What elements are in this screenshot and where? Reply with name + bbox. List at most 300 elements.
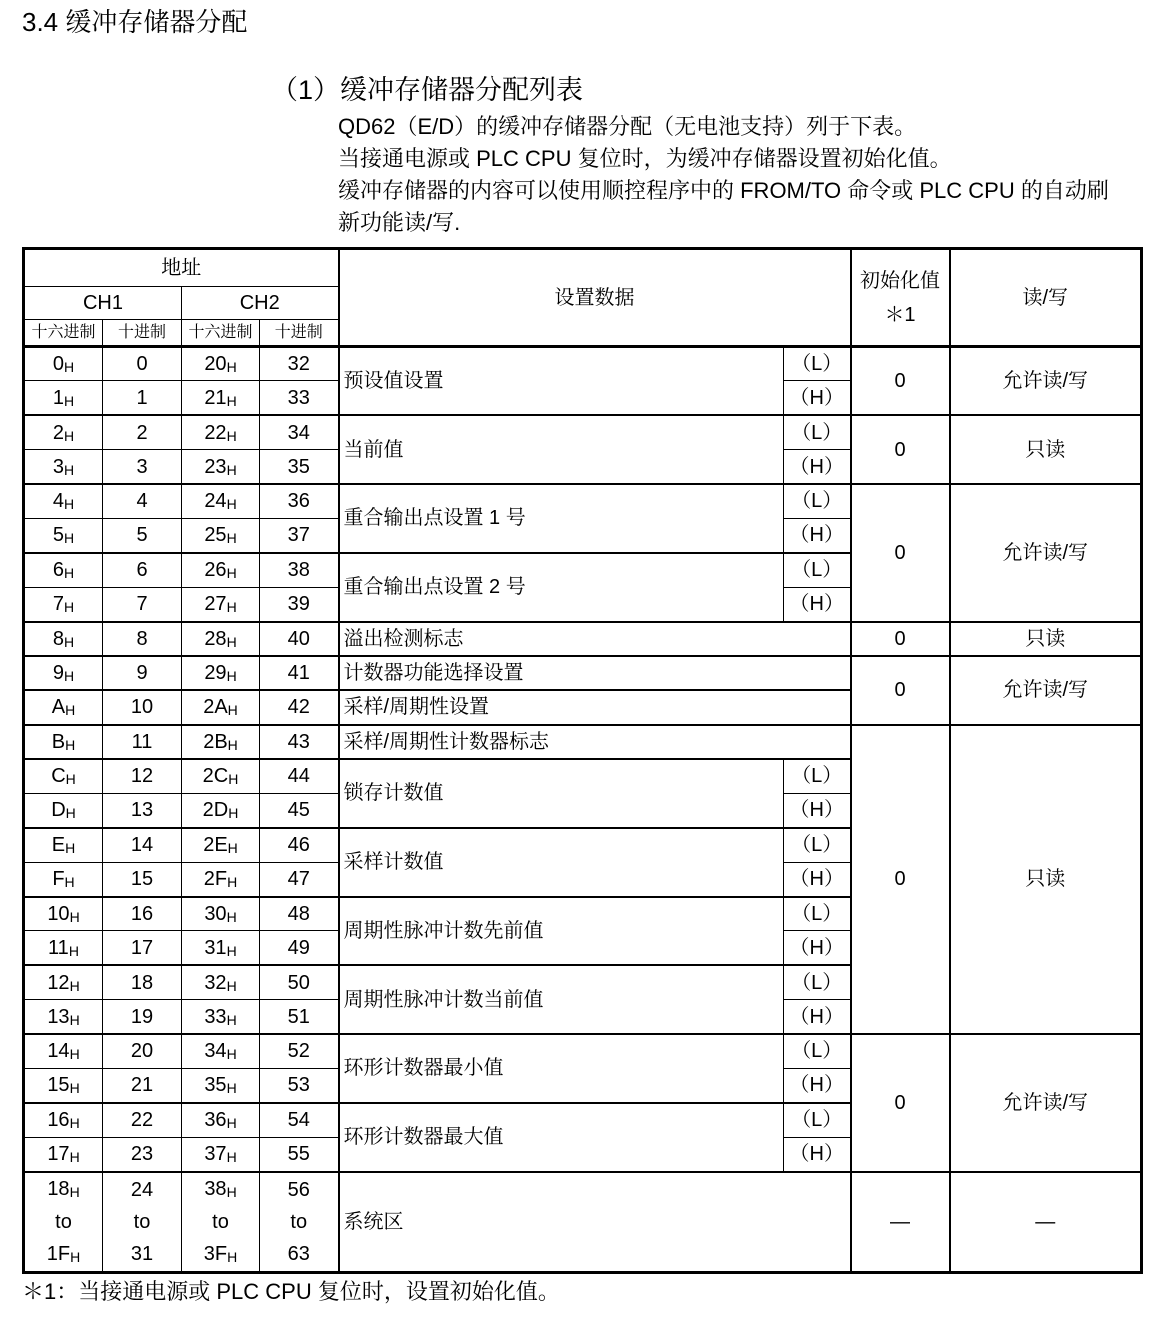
range-word: to (133, 1210, 151, 1233)
read-write-value: 只读 (950, 415, 1142, 484)
ch1-hex-cell (24, 965, 103, 999)
setting-label: 采样/周期性设置 (339, 690, 851, 724)
setting-label: 溢出检测标志 (339, 622, 851, 656)
hex-suffix: H (226, 942, 237, 959)
word-part: （L） (784, 553, 851, 587)
hex-suffix: H (65, 736, 76, 753)
ch2-dec-cell: 40 (260, 622, 339, 656)
hex-suffix: H (69, 908, 80, 925)
ch2-dec-cell: 37 (260, 518, 339, 552)
hex-value: 21 (204, 386, 227, 409)
word-part: （H） (784, 518, 851, 552)
section-heading: 3.4 缓冲存储器分配 (22, 7, 248, 37)
initial-value: 0 (851, 622, 950, 656)
hex-value: 10 (47, 902, 70, 925)
ch2-hex-cell (182, 347, 260, 381)
hex-value: 24 (204, 490, 227, 513)
hex-value: 2E (203, 834, 228, 857)
ch1-dec-cell: 7 (103, 587, 182, 621)
initial-value-header (851, 249, 950, 347)
ch1-dec-cell: 0 (103, 347, 182, 381)
ch2-dec-cell: 47 (260, 862, 339, 896)
hex-suffix: H (69, 1046, 80, 1063)
ch1-dec-cell: 8 (103, 622, 182, 656)
ch2-dec-cell: 32 (260, 347, 339, 381)
hex-value: 33 (204, 1005, 227, 1028)
intro-line: 当接通电源或 PLC CPU 复位时，为缓冲存储器设置初始化值。 (338, 146, 952, 171)
ch1-hex-cell (24, 450, 103, 484)
table-row (24, 622, 1142, 656)
ch2-dec-cell: 45 (260, 793, 339, 827)
hex-suffix: H (226, 1149, 237, 1166)
initial-value: 0 (851, 656, 950, 725)
hex-suffix: H (226, 633, 237, 650)
hex-value: 4 (52, 490, 64, 513)
initial-value-note: ＊1 (884, 303, 916, 326)
ch2-hex-cell (182, 828, 260, 862)
hex-suffix: H (64, 599, 75, 616)
buffer-memory-table (22, 247, 1143, 1274)
word-part: （L） (784, 965, 851, 999)
hex-suffix: H (69, 1115, 80, 1132)
ch2-dec-cell: 52 (260, 1034, 339, 1068)
ch1-hex-cell (24, 897, 103, 931)
range-to: 63 (287, 1242, 310, 1265)
ch2-hex-cell (182, 965, 260, 999)
table-row (24, 347, 1142, 381)
ch1-dec-cell: 22 (103, 1103, 182, 1137)
system-area-row (24, 1172, 1142, 1273)
ch1-header: CH1 (24, 287, 182, 320)
hex-value: C (51, 765, 66, 788)
ch1-hex-cell (24, 1000, 103, 1034)
hex-value: 18 (47, 1177, 70, 1200)
hex-suffix: H (65, 840, 76, 857)
ch2-dec-cell: 36 (260, 484, 339, 518)
word-part: （H） (784, 793, 851, 827)
word-part: （L） (784, 484, 851, 518)
word-part: （H） (784, 862, 851, 896)
ch2-hex-cell (182, 587, 260, 621)
setting-label: 重合输出点设置 2 号 (339, 553, 784, 622)
ch1-hex-cell (24, 725, 103, 759)
ch1-hex-cell (24, 553, 103, 587)
hex-value: 3 (52, 455, 64, 478)
word-part: （H） (784, 381, 851, 415)
intro-line: 新功能读/写. (338, 210, 461, 235)
range-to: 31 (130, 1242, 154, 1265)
ch1-dec-cell: 20 (103, 1034, 182, 1068)
table-row (24, 415, 1142, 449)
hex-value: 2D (202, 799, 229, 822)
hex-suffix: H (64, 461, 75, 478)
hex-suffix: H (227, 840, 238, 857)
ch2-dec-cell: 42 (260, 690, 339, 724)
hex-value: 0 (52, 353, 64, 376)
hex-suffix: H (226, 392, 237, 409)
ch1-dec-cell: 11 (103, 725, 182, 759)
initial-value: 0 (851, 725, 950, 1034)
hex-suffix: H (226, 977, 237, 994)
table-container (22, 247, 1140, 1308)
hex-suffix: H (69, 1183, 80, 1200)
hex-suffix: H (69, 1149, 80, 1166)
word-part: （L） (784, 759, 851, 793)
hex-value: 6 (52, 559, 64, 582)
setting-label: 采样/周期性计数器标志 (339, 725, 851, 759)
ch2-hex-cell (182, 415, 260, 449)
hex-suffix: H (227, 874, 238, 891)
ch2-dec-cell: 43 (260, 725, 339, 759)
ch2-hex-cell (182, 484, 260, 518)
ch1-hex-cell (24, 1068, 103, 1102)
ch1-hex-cell (24, 381, 103, 415)
hex-suffix: H (68, 942, 79, 959)
hex-suffix: H (226, 1115, 237, 1132)
ch1-dec-cell: 21 (103, 1068, 182, 1102)
ch2-hex-cell (182, 793, 260, 827)
hex-suffix: H (64, 530, 75, 547)
hex-suffix: H (228, 805, 239, 822)
ch2-hex-cell (182, 656, 260, 690)
hex-suffix: H (226, 496, 237, 513)
hex-suffix: H (227, 1248, 238, 1265)
hex-value: 25 (204, 524, 227, 547)
hex-value: 28 (204, 627, 227, 650)
hex-value: 17 (47, 1143, 70, 1166)
ch2-hex-cell (182, 1103, 260, 1137)
read-write-value: 允许读/写 (950, 1034, 1142, 1172)
ch1-dec-cell: 15 (103, 862, 182, 896)
hex-suffix: H (226, 530, 237, 547)
ch2-hex-cell (182, 1137, 260, 1171)
initial-value: 0 (851, 484, 950, 622)
ch2-dec-cell: 49 (260, 931, 339, 965)
setting-label: 采样计数值 (339, 828, 784, 897)
ch1-hex-cell (24, 484, 103, 518)
hex-value: 11 (48, 936, 69, 959)
ch2-hex-cell (182, 931, 260, 965)
hex-suffix: H (226, 427, 237, 444)
word-part: （H） (784, 931, 851, 965)
hex-value: 38 (204, 1177, 227, 1200)
ch1-dec-cell: 17 (103, 931, 182, 965)
word-part: （H） (784, 1000, 851, 1034)
hex-value: 2C (202, 765, 229, 788)
ch1-dec-cell: 1 (103, 381, 182, 415)
ch1-dec-header: 十进制 (103, 320, 182, 347)
hex-value: 15 (47, 1074, 70, 1097)
hex-value: 22 (204, 421, 227, 444)
hex-suffix: H (226, 359, 237, 376)
table-row (24, 484, 1142, 518)
ch2-dec-range-cell (260, 1172, 339, 1273)
hex-value: 23 (204, 455, 227, 478)
ch1-hex-cell (24, 793, 103, 827)
ch1-dec-cell: 3 (103, 450, 182, 484)
hex-suffix: H (64, 392, 75, 409)
hex-value: 36 (204, 1109, 227, 1132)
word-part: （H） (784, 587, 851, 621)
ch1-hex-cell (24, 622, 103, 656)
ch2-hex-range-cell (182, 1172, 260, 1273)
ch1-dec-cell: 10 (103, 690, 182, 724)
ch2-dec-cell: 53 (260, 1068, 339, 1102)
word-part: （L） (784, 415, 851, 449)
hex-value: 34 (204, 1040, 227, 1063)
ch2-hex-cell (182, 725, 260, 759)
ch2-header: CH2 (182, 287, 339, 320)
word-part: （H） (784, 1068, 851, 1102)
ch1-hex-cell (24, 862, 103, 896)
setting-data-header: 设置数据 (339, 249, 851, 347)
hex-value: 12 (47, 971, 70, 994)
ch1-hex-cell (24, 518, 103, 552)
hex-suffix: H (69, 1011, 80, 1028)
word-part: （H） (784, 450, 851, 484)
read-write-value: 允许读/写 (950, 656, 1142, 725)
hex-value: 2 (52, 421, 64, 444)
setting-label: 周期性脉冲计数当前值 (339, 965, 784, 1034)
ch1-dec-cell: 4 (103, 484, 182, 518)
hex-value: 26 (204, 559, 227, 582)
hex-suffix: H (64, 496, 75, 513)
ch2-hex-cell (182, 1068, 260, 1102)
ch1-hex-cell (24, 1137, 103, 1171)
hex-suffix: H (70, 1248, 81, 1265)
intro-paragraph (338, 111, 1109, 239)
hex-value: E (51, 834, 66, 857)
read-write-value: 允许读/写 (950, 347, 1142, 416)
initial-value: 0 (851, 415, 950, 484)
hex-value: B (51, 730, 66, 753)
ch1-dec-cell: 14 (103, 828, 182, 862)
word-part: （L） (784, 1103, 851, 1137)
ch1-dec-cell: 5 (103, 518, 182, 552)
hex-value: 1 (52, 386, 64, 409)
ch1-dec-cell: 23 (103, 1137, 182, 1171)
table-body (24, 347, 1142, 1273)
hex-value: 7 (52, 593, 64, 616)
hex-value: 2A (203, 696, 228, 719)
setting-label: 环形计数器最大值 (339, 1103, 784, 1172)
hex-suffix: H (64, 874, 75, 891)
header-row (24, 249, 1142, 287)
ch1-dec-cell: 2 (103, 415, 182, 449)
hex-value: A (51, 696, 66, 719)
ch1-hex-cell (24, 690, 103, 724)
ch2-dec-cell: 48 (260, 897, 339, 931)
intro-line: QD62（E/D）的缓冲存储器分配（无电池支持）列于下表。 (338, 114, 917, 139)
table-row (24, 1034, 1142, 1068)
range-to (182, 1238, 259, 1271)
ch1-hex-cell (24, 1034, 103, 1068)
ch2-hex-header: 十六进制 (182, 320, 260, 347)
hex-value: 20 (204, 353, 227, 376)
ch1-hex-cell (24, 828, 103, 862)
read-write-value: 只读 (950, 725, 1142, 1034)
ch2-dec-cell: 34 (260, 415, 339, 449)
ch2-hex-cell (182, 553, 260, 587)
hex-suffix: H (226, 461, 237, 478)
hex-suffix: H (69, 1080, 80, 1097)
hex-suffix: H (226, 908, 237, 925)
hex-suffix: H (65, 702, 76, 719)
word-part: （L） (784, 347, 851, 381)
ch2-hex-cell (182, 897, 260, 931)
ch2-dec-cell: 41 (260, 656, 339, 690)
ch1-dec-range-cell (103, 1172, 182, 1273)
initial-value: 0 (851, 1034, 950, 1172)
hex-value: 35 (204, 1074, 227, 1097)
ch1-hex-cell (24, 759, 103, 793)
setting-label: 计数器功能选择设置 (339, 656, 851, 690)
footnote: ＊1：当接通电源或 PLC CPU 复位时，设置初始化值。 (22, 1278, 560, 1304)
hex-value: 31 (204, 936, 227, 959)
setting-label: 周期性脉冲计数先前值 (339, 897, 784, 966)
range-from: 24 (130, 1178, 154, 1201)
range-word: to (212, 1210, 229, 1233)
hex-suffix: H (227, 702, 238, 719)
hex-value: 29 (204, 662, 227, 685)
ch2-hex-cell (182, 1034, 260, 1068)
ch1-hex-header: 十六进制 (24, 320, 103, 347)
read-write-value: 只读 (950, 622, 1142, 656)
initial-value-label: 初始化值 (860, 269, 940, 292)
range-from (25, 1173, 102, 1206)
ch2-dec-cell: 54 (260, 1103, 339, 1137)
ch2-dec-cell: 50 (260, 965, 339, 999)
hex-value: 2F (203, 868, 228, 891)
ch2-hex-cell (182, 622, 260, 656)
ch2-hex-cell (182, 1000, 260, 1034)
hex-value: F (52, 868, 65, 891)
hex-suffix: H (226, 668, 237, 685)
hex-suffix: H (64, 427, 75, 444)
ch1-hex-cell (24, 656, 103, 690)
word-part: （L） (784, 828, 851, 862)
word-part: （L） (784, 897, 851, 931)
ch1-dec-cell: 16 (103, 897, 182, 931)
ch2-dec-cell: 44 (260, 759, 339, 793)
hex-suffix: H (226, 1080, 237, 1097)
hex-suffix: H (65, 771, 76, 788)
ch1-hex-cell (24, 415, 103, 449)
hex-value: 27 (204, 593, 227, 616)
hex-suffix: H (228, 771, 239, 788)
subsection-heading: （1）缓冲存储器分配列表 (271, 75, 584, 105)
word-part: （H） (784, 1137, 851, 1171)
ch1-dec-cell: 12 (103, 759, 182, 793)
ch1-hex-range-cell (24, 1172, 103, 1273)
hex-suffix: H (69, 977, 80, 994)
ch2-dec-cell: 33 (260, 381, 339, 415)
ch2-hex-cell (182, 450, 260, 484)
hex-value: 1F (46, 1242, 71, 1265)
initial-value: — (851, 1172, 950, 1273)
hex-value: 5 (52, 524, 64, 547)
setting-label: 当前值 (339, 415, 784, 484)
ch2-dec-cell: 39 (260, 587, 339, 621)
hex-suffix: H (65, 805, 76, 822)
setting-label: 预设值设置 (339, 347, 784, 416)
range-to (25, 1238, 102, 1271)
ch2-hex-cell (182, 862, 260, 896)
ch1-dec-cell: 6 (103, 553, 182, 587)
ch1-dec-cell: 9 (103, 656, 182, 690)
ch2-hex-cell (182, 690, 260, 724)
hex-suffix: H (64, 565, 75, 582)
hex-value: 32 (204, 971, 227, 994)
hex-value: 9 (52, 662, 64, 685)
ch2-hex-cell (182, 759, 260, 793)
hex-suffix: H (64, 633, 75, 650)
ch2-dec-header: 十进制 (260, 320, 339, 347)
hex-value: 37 (204, 1143, 227, 1166)
hex-value: D (51, 799, 66, 822)
ch2-hex-cell (182, 381, 260, 415)
read-write-value: — (950, 1172, 1142, 1273)
ch1-dec-cell: 18 (103, 965, 182, 999)
ch1-hex-cell (24, 931, 103, 965)
hex-suffix: H (226, 599, 237, 616)
ch1-hex-cell (24, 347, 103, 381)
ch2-dec-cell: 55 (260, 1137, 339, 1171)
setting-label: 环形计数器最小值 (339, 1034, 784, 1103)
ch1-dec-cell: 13 (103, 793, 182, 827)
table-row (24, 725, 1142, 759)
table-row (24, 656, 1142, 690)
ch2-hex-cell (182, 518, 260, 552)
read-write-header: 读/写 (950, 249, 1142, 347)
ch1-hex-cell (24, 1103, 103, 1137)
hex-value: 13 (47, 1005, 70, 1028)
setting-label: 重合输出点设置 1 号 (339, 484, 784, 553)
hex-suffix: H (226, 1011, 237, 1028)
range-word: to (290, 1210, 308, 1233)
hex-value: 16 (47, 1109, 70, 1132)
hex-value: 2B (203, 730, 228, 753)
read-write-value: 允许读/写 (950, 484, 1142, 622)
hex-suffix: H (64, 668, 75, 685)
range-word: to (55, 1210, 72, 1233)
hex-value: 3F (203, 1242, 228, 1265)
hex-suffix: H (64, 359, 75, 376)
ch2-dec-cell: 35 (260, 450, 339, 484)
hex-suffix: H (226, 565, 237, 582)
ch1-hex-cell (24, 587, 103, 621)
word-part: （L） (784, 1034, 851, 1068)
ch2-dec-cell: 51 (260, 1000, 339, 1034)
ch1-dec-cell: 19 (103, 1000, 182, 1034)
setting-label: 锁存计数值 (339, 759, 784, 828)
table-header (24, 249, 1142, 347)
range-from: 56 (287, 1178, 310, 1201)
hex-value: 30 (204, 902, 227, 925)
hex-value: 8 (52, 627, 64, 650)
intro-line: 缓冲存储器的内容可以使用顺控程序中的 FROM/TO 命令或 PLC CPU 的自动刷 (338, 178, 1109, 203)
hex-suffix: H (227, 736, 238, 753)
hex-suffix: H (226, 1183, 237, 1200)
system-area-label: 系统区 (339, 1172, 851, 1273)
ch2-dec-cell: 46 (260, 828, 339, 862)
range-from (182, 1173, 259, 1206)
initial-value: 0 (851, 347, 950, 416)
hex-suffix: H (226, 1046, 237, 1063)
address-header: 地址 (24, 249, 339, 287)
hex-value: 14 (47, 1040, 70, 1063)
ch2-dec-cell: 38 (260, 553, 339, 587)
